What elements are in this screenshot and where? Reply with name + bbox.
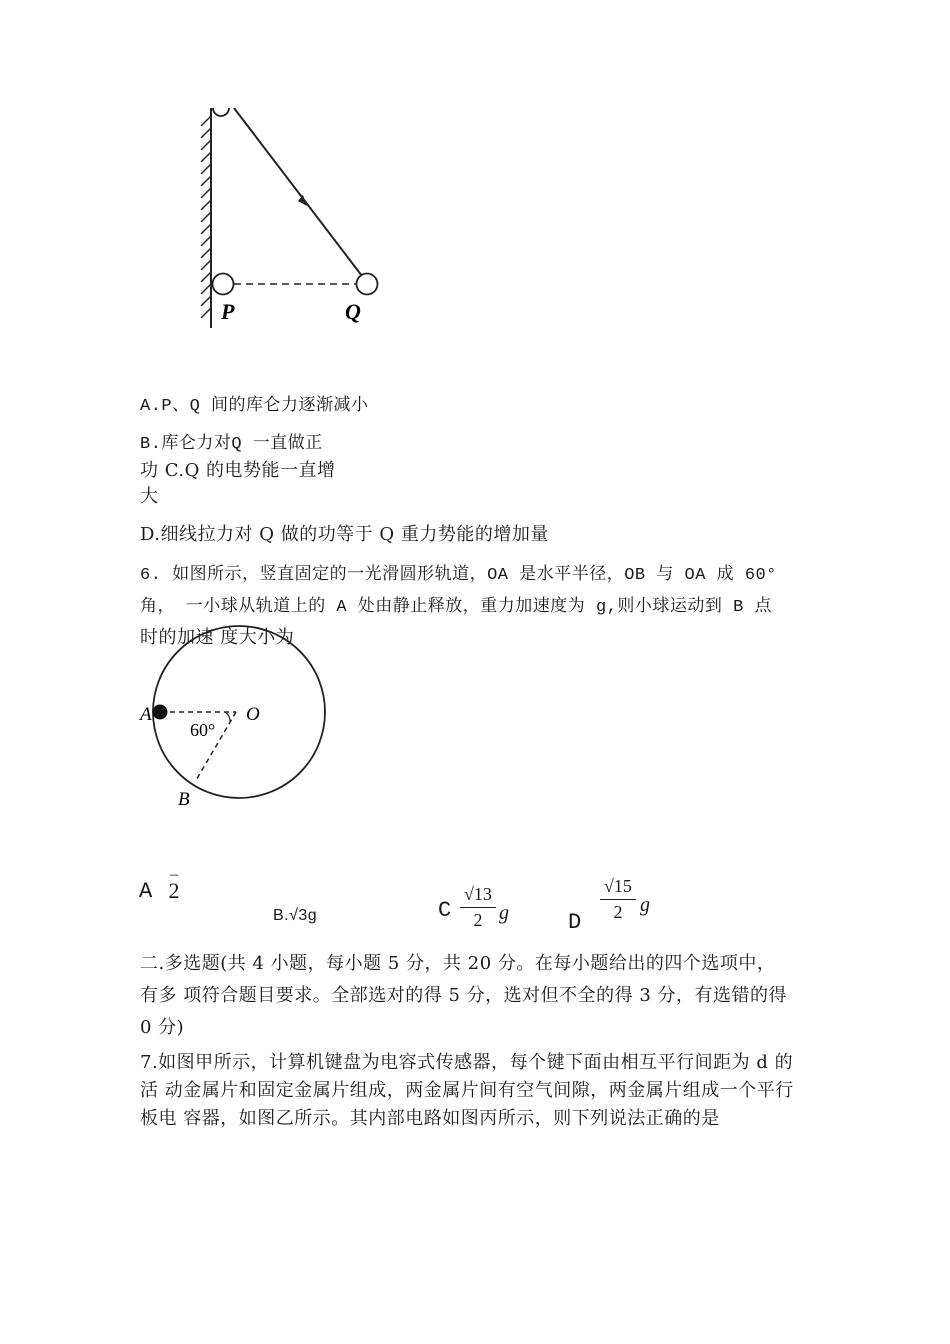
section2-line1: 二.多选题(共 4 小题，每小题 5 分，共 20 分。在每小题给出的四个选项中， <box>140 953 776 974</box>
charge-q <box>357 274 378 295</box>
label-p: P <box>221 299 235 324</box>
string-line <box>234 108 362 276</box>
question7-line1: 7.如图甲所示，计算机键盘为电容式传感器，每个键下面由相互平行间距为 d 的 <box>140 1052 794 1073</box>
option-b-q5-line2: 功 C.Q 的电势能一直增 <box>140 460 336 481</box>
choice-c-num: √13 <box>464 884 492 904</box>
choice-a-letter: A <box>139 879 153 904</box>
ball-a <box>153 705 168 720</box>
figure-circle-track <box>135 620 335 810</box>
label-a: A <box>140 704 152 725</box>
section2-line3: 0 分) <box>140 1017 185 1038</box>
choice-a-fraction <box>164 866 184 903</box>
angle-label: 60° <box>190 720 216 740</box>
question6-line1: 6. 如图所示，竖直固定的一光滑圆形轨道，OA 是水平半径，OB 与 OA 成 60° <box>140 566 777 585</box>
track-circle <box>153 626 325 798</box>
choice-d-letter: D <box>568 910 582 935</box>
choice-c-den: 2 <box>473 910 483 930</box>
choice-c-letter: C <box>438 898 452 923</box>
choice-d-fraction <box>600 876 636 923</box>
angle-arc <box>225 712 230 721</box>
question7-line3: 板电 容器，如图乙所示。其内部电路如图丙所示，则下列说法正确的是 <box>140 1108 720 1129</box>
choice-a-num: – <box>170 866 178 883</box>
choice-d-den: 2 <box>613 902 623 922</box>
figure-wall-string <box>190 108 390 338</box>
label-b: B <box>178 789 190 810</box>
choice-d-num: √15 <box>604 876 632 896</box>
option-d-q5: D.细线拉力对 Q 做的功等于 Q 重力势能的增加量 <box>140 524 549 545</box>
label-q: Q <box>345 299 361 324</box>
question7-line2: 活 动金属片和固定金属片组成，两金属片间有空气间隙，两金属片组成一个平行 <box>140 1080 794 1101</box>
option-b-q5-line1: B.库仑力对Q 一直做正 <box>140 435 323 454</box>
charge-p <box>213 274 234 295</box>
choice-d-g: g <box>640 894 651 916</box>
label-o: O <box>246 704 260 725</box>
pulley-arc <box>213 108 229 116</box>
question6-line2: 角， 一小球从轨道上的 A 处由静止释放，重力加速度为 g,则小球运动到 B 点 <box>140 598 773 617</box>
choice-a-den: 2 <box>168 878 180 903</box>
choice-b: B.√3g <box>273 907 318 924</box>
option-b-q5-line3: 大 <box>140 486 159 507</box>
option-a-q5: A.P、Q 间的库仑力逐渐减小 <box>140 397 369 416</box>
wall-hatching <box>201 116 211 318</box>
question6-line3: 时的加速 度大小为 <box>140 627 295 648</box>
choice-c-fraction <box>460 884 496 931</box>
choice-c-g: g <box>499 902 510 924</box>
section2-line2: 有多 项符合题目要求。全部选对的得 5 分，选对但不全的得 3 分，有选错的得 <box>140 985 788 1006</box>
